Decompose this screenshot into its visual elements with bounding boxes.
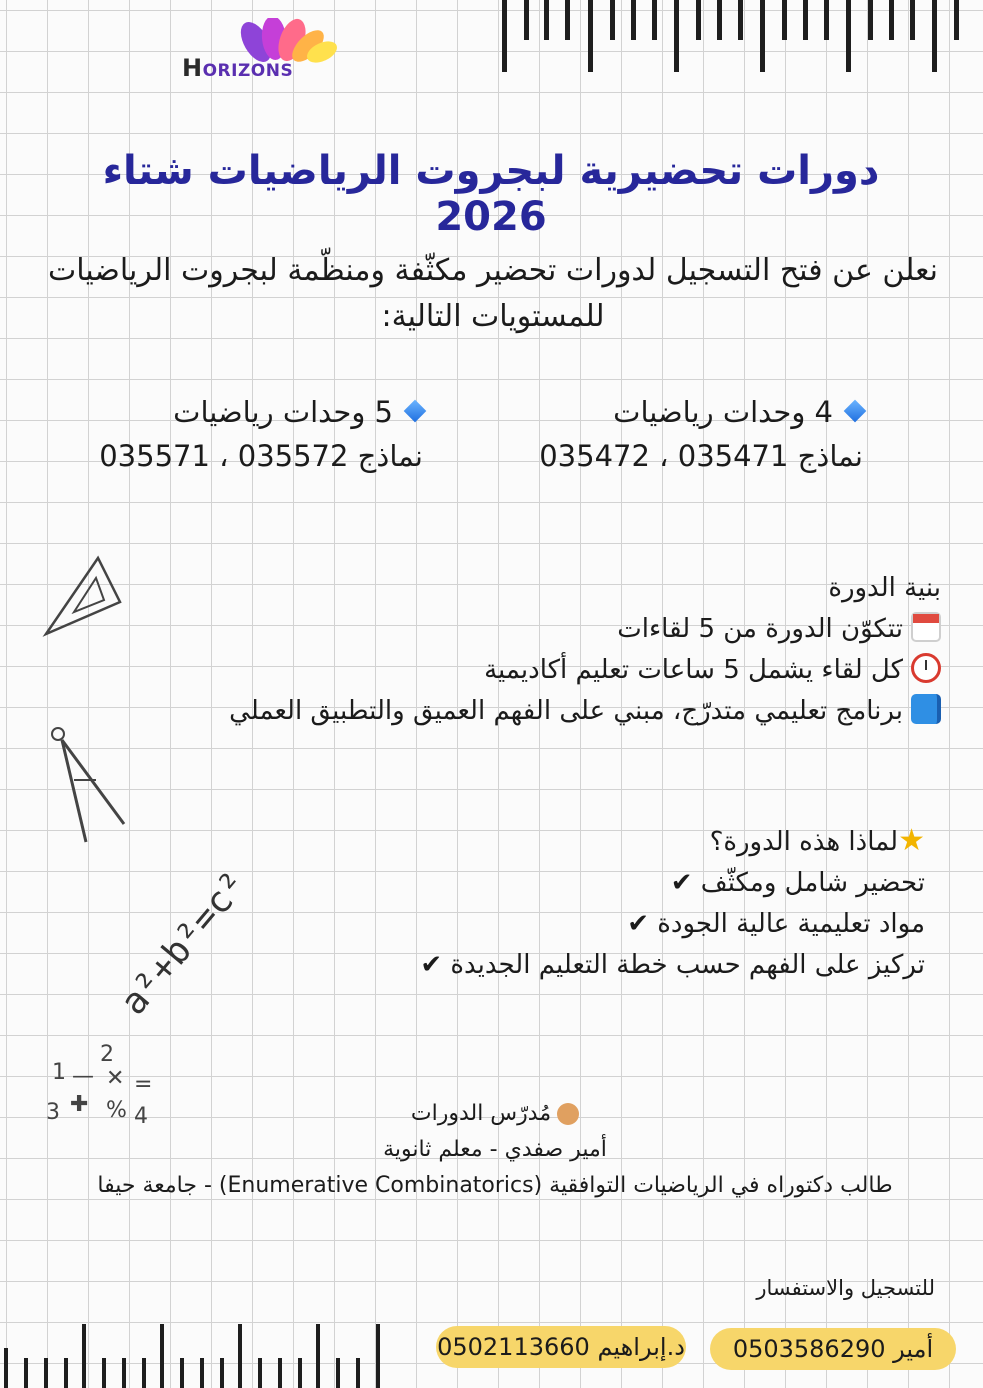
compass-icon bbox=[44, 724, 134, 850]
teacher-heading: مُدرّس الدورات bbox=[60, 1096, 930, 1132]
level-4-units bbox=[503, 390, 863, 478]
book-icon bbox=[911, 694, 941, 724]
set-square-icon bbox=[40, 552, 130, 642]
course-structure bbox=[141, 568, 941, 732]
contact-pill-ibrahim[interactable] bbox=[436, 1326, 686, 1368]
intro-text bbox=[18, 248, 968, 340]
register-label: للتسجيل والاستفسار bbox=[756, 1276, 935, 1300]
teacher-icon bbox=[557, 1103, 579, 1125]
structure-item: كل لقاء يشمل 5 ساعات تعليم أكاديمية bbox=[141, 650, 941, 691]
intro-line-1: نعلن عن فتح التسجيل لدورات تحضير مكثّفة ومنظّمة لبجروت الرياضيات bbox=[48, 253, 938, 288]
teacher-bio: طالب دكتوراه في الرياضيات التوافقية (Enumerative Combinatorics) - جامعة حيفا bbox=[97, 1173, 893, 1198]
math-symbols-doodle: 1 — 2 ✕ = 3 ✚ % 4 bbox=[46, 1042, 153, 1129]
level-5-units bbox=[83, 390, 423, 478]
teacher-info bbox=[60, 1096, 930, 1204]
level-models: نماذج 035471 ، 035472 bbox=[539, 439, 863, 473]
contact-name: أمير bbox=[893, 1335, 934, 1363]
contact-name: د.إبراهيم bbox=[597, 1333, 685, 1361]
intro-line-2: للمستويات التالية: bbox=[381, 299, 605, 334]
level-name: 4 وحدات رياضيات bbox=[613, 395, 833, 429]
why-item: مواد تعليمية عالية الجودة ✔ bbox=[627, 909, 925, 939]
logo-text: HORIZONS bbox=[182, 54, 294, 82]
structure-heading: بنية الدورة bbox=[828, 573, 941, 603]
level-name: 5 وحدات رياضيات bbox=[173, 395, 393, 429]
contact-pill-amir[interactable] bbox=[710, 1328, 956, 1370]
calendar-icon bbox=[911, 612, 941, 642]
why-item: تركيز على الفهم حسب خطة التعليم الجديدة ✔ bbox=[420, 950, 925, 980]
stopwatch-icon bbox=[911, 653, 941, 683]
structure-item: برنامج تعليمي متدرّج، مبني على الفهم العميق والتطبيق العملي bbox=[141, 691, 941, 732]
structure-item: تتكوّن الدورة من 5 لقاءات bbox=[141, 609, 941, 650]
star-icon: ★ bbox=[898, 823, 925, 858]
teacher-name: أمير صفدي - معلم ثانوية bbox=[383, 1137, 607, 1162]
contact-phone[interactable]: 0503586290 bbox=[732, 1335, 886, 1363]
why-section bbox=[225, 820, 925, 986]
contact-phone[interactable]: 0502113660 bbox=[437, 1333, 590, 1361]
ruler-bottom bbox=[0, 1324, 390, 1388]
page-title: دورات تحضيرية لبجروت الرياضيات شتاء 2026 bbox=[102, 148, 880, 240]
horizons-logo bbox=[176, 18, 356, 88]
diamond-icon bbox=[404, 400, 427, 423]
pythagoras-doodle: a²+b²=c² bbox=[112, 863, 256, 1023]
ruler-top bbox=[498, 0, 968, 74]
why-item: تحضير شامل ومكثّف ✔ bbox=[670, 868, 925, 898]
level-models: نماذج 035572 ، 035571 bbox=[99, 439, 423, 473]
why-heading: ★لماذا هذه الدورة؟ bbox=[709, 823, 925, 858]
diamond-icon bbox=[844, 400, 867, 423]
